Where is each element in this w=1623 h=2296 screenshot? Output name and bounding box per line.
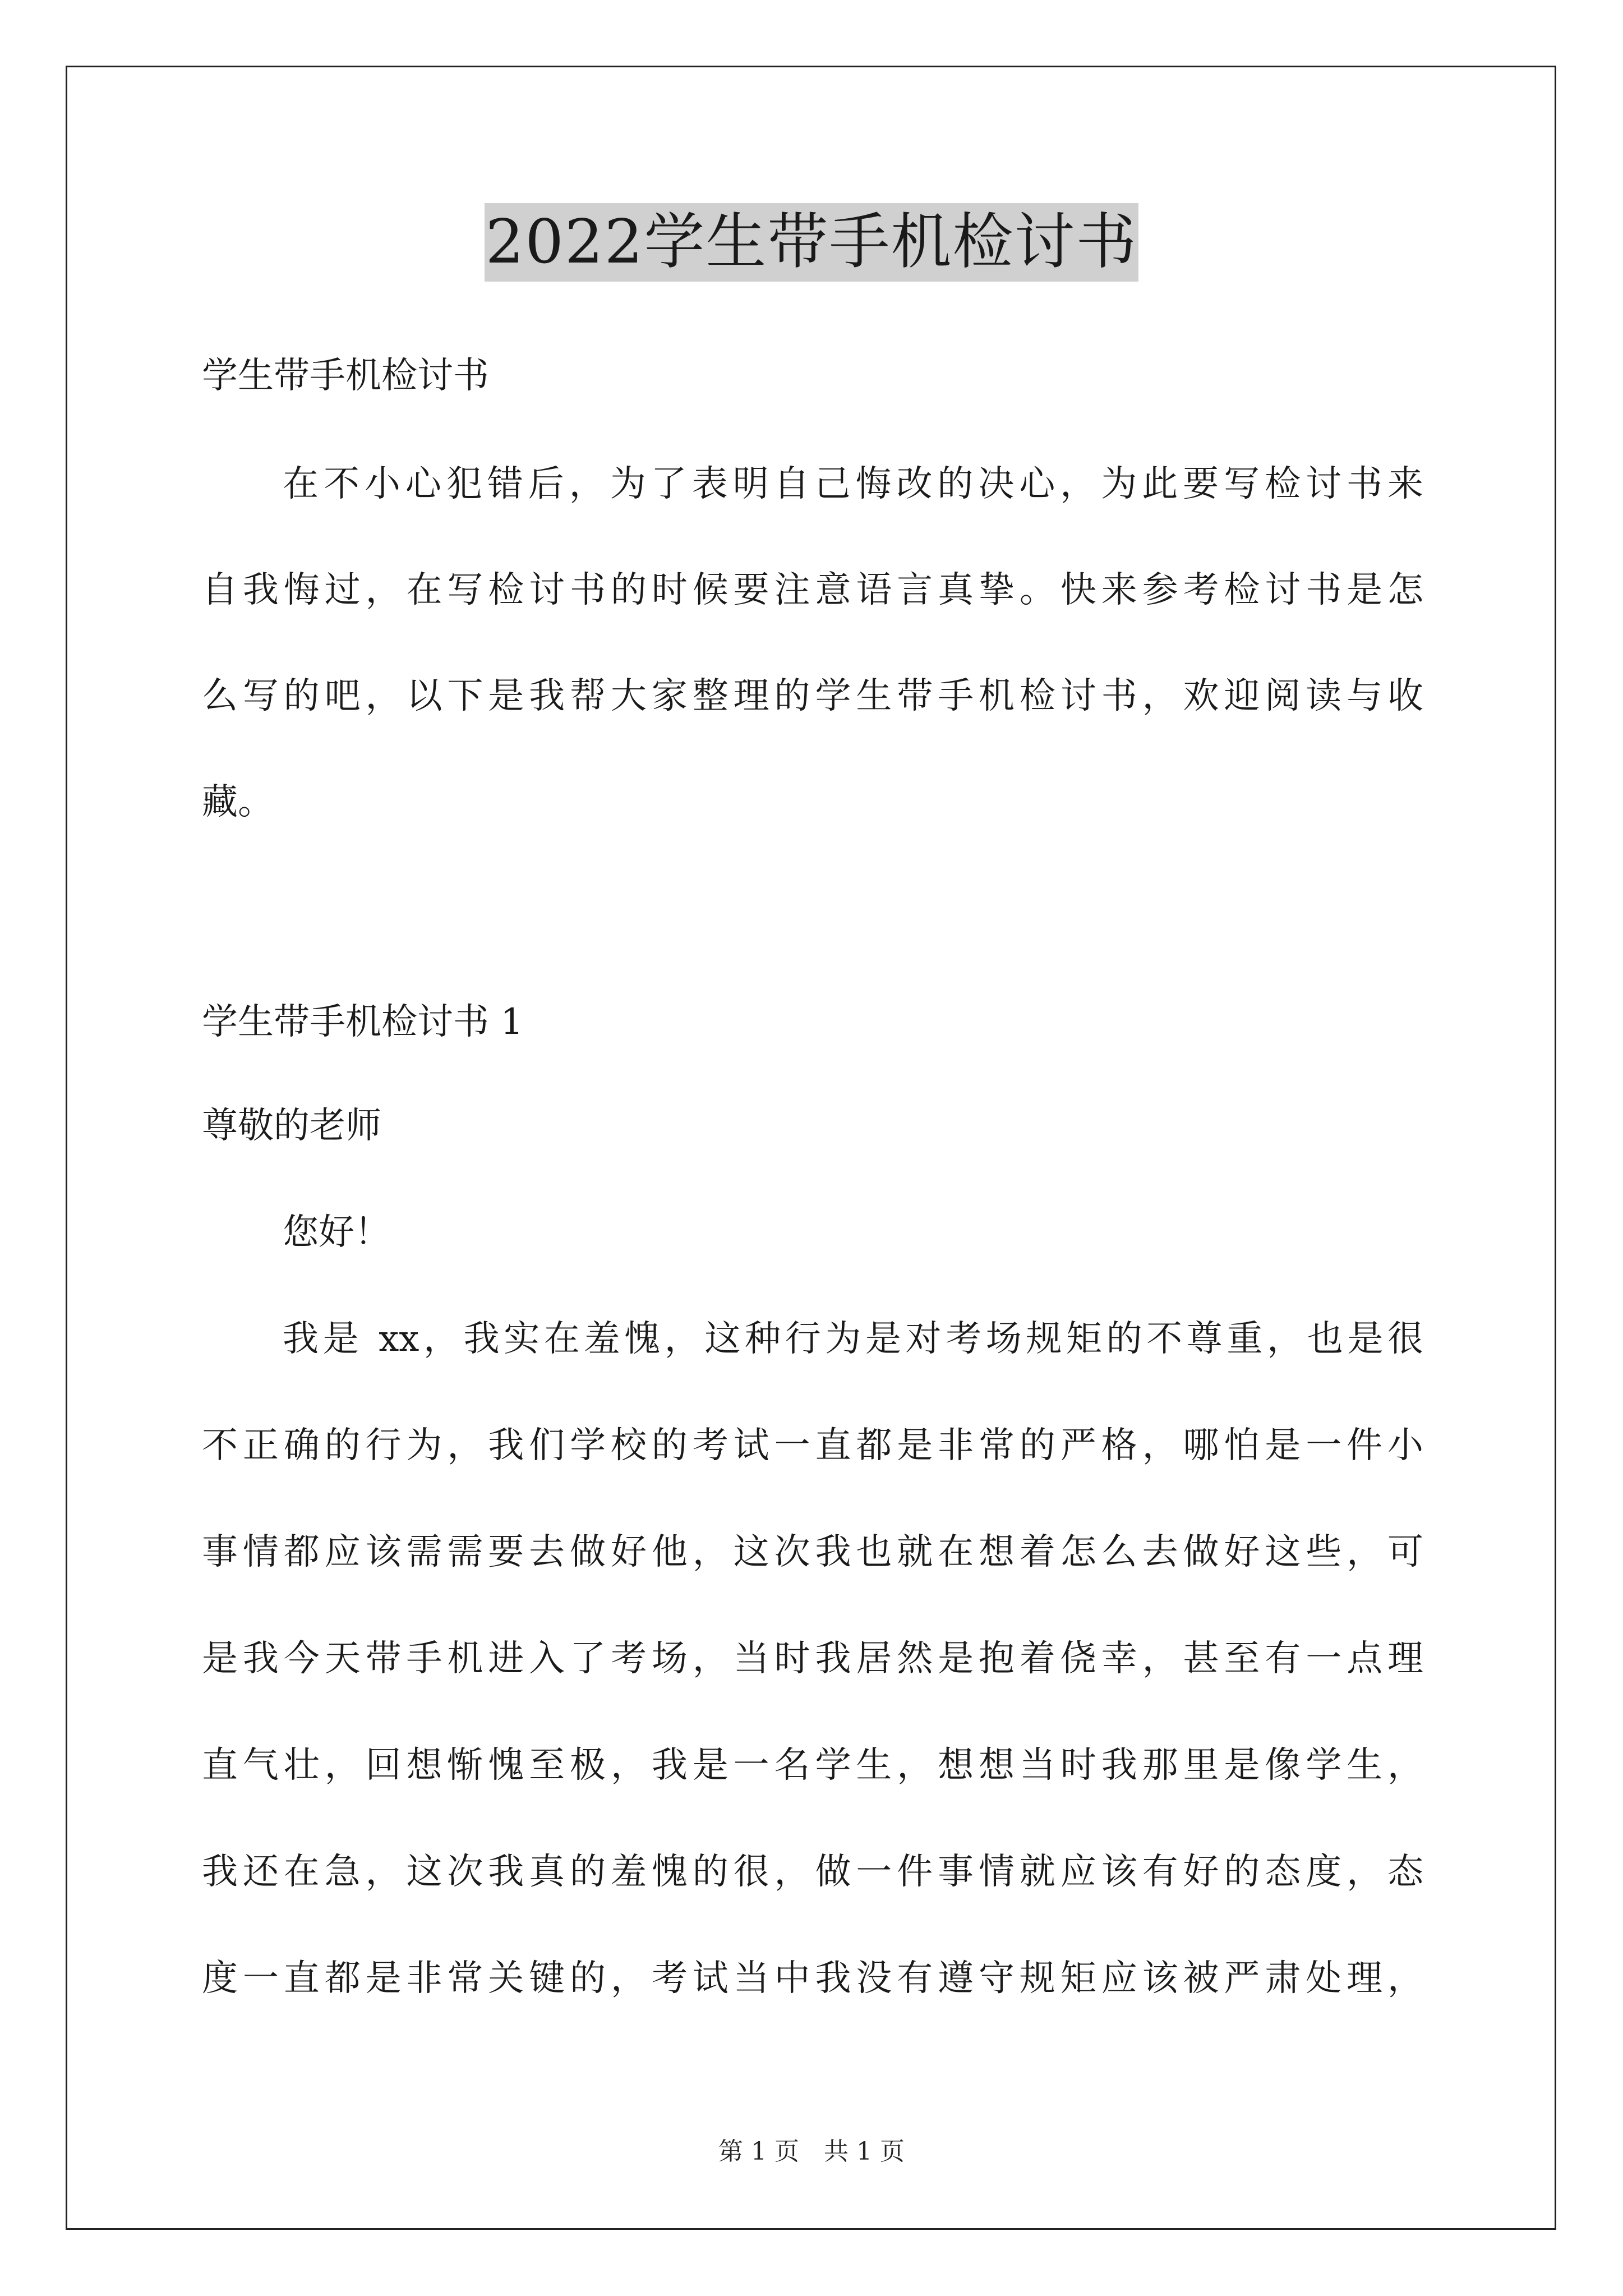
page-footer — [0, 2135, 1623, 2169]
document-title: 2022学生带手机检讨书 — [485, 203, 1139, 282]
body-line-3: 事情都应该需需要去做好他，这次我也就在想着怎么去做好这些，可 — [202, 1531, 1423, 1573]
document-subtitle: 学生带手机检讨书 — [202, 355, 489, 397]
section-heading: 学生带手机检讨书 1 — [202, 1001, 524, 1043]
salutation: 尊敬的老师 — [202, 1105, 381, 1147]
body-line-1: 我是 xx，我实在羞愧，这种行为是对考场规矩的不尊重，也是很 — [283, 1318, 1423, 1360]
body-line-6: 我还在急，这次我真的羞愧的很，做一件事情就应该有好的态度，态 — [202, 1851, 1423, 1893]
body-line-2: 不正确的行为，我们学校的考试一直都是非常的严格，哪怕是一件小 — [202, 1425, 1423, 1466]
intro-line-2: 自我悔过，在写检讨书的时候要注意语言真挚。快来参考检讨书是怎 — [202, 569, 1423, 611]
title-container — [0, 203, 1623, 282]
page-number: 第 1 页 — [718, 2137, 799, 2166]
intro-line-4: 藏。 — [202, 781, 274, 823]
greeting: 您好！ — [283, 1212, 390, 1253]
page-total: 共 1 页 — [824, 2137, 905, 2166]
body-line-5: 直气壮，回想惭愧至极，我是一名学生，想想当时我那里是像学生， — [202, 1745, 1423, 1786]
intro-line-1: 在不小心犯错后，为了表明自己悔改的决心，为此要写检讨书来 — [283, 463, 1423, 505]
body-line-7: 度一直都是非常关键的，考试当中我没有遵守规矩应该被严肃处理， — [202, 1958, 1423, 1999]
body-line-4: 是我今天带手机进入了考场，当时我居然是抱着侥幸，甚至有一点理 — [202, 1638, 1423, 1680]
intro-line-3: 么写的吧，以下是我帮大家整理的学生带手机检讨书，欢迎阅读与收 — [202, 675, 1423, 717]
